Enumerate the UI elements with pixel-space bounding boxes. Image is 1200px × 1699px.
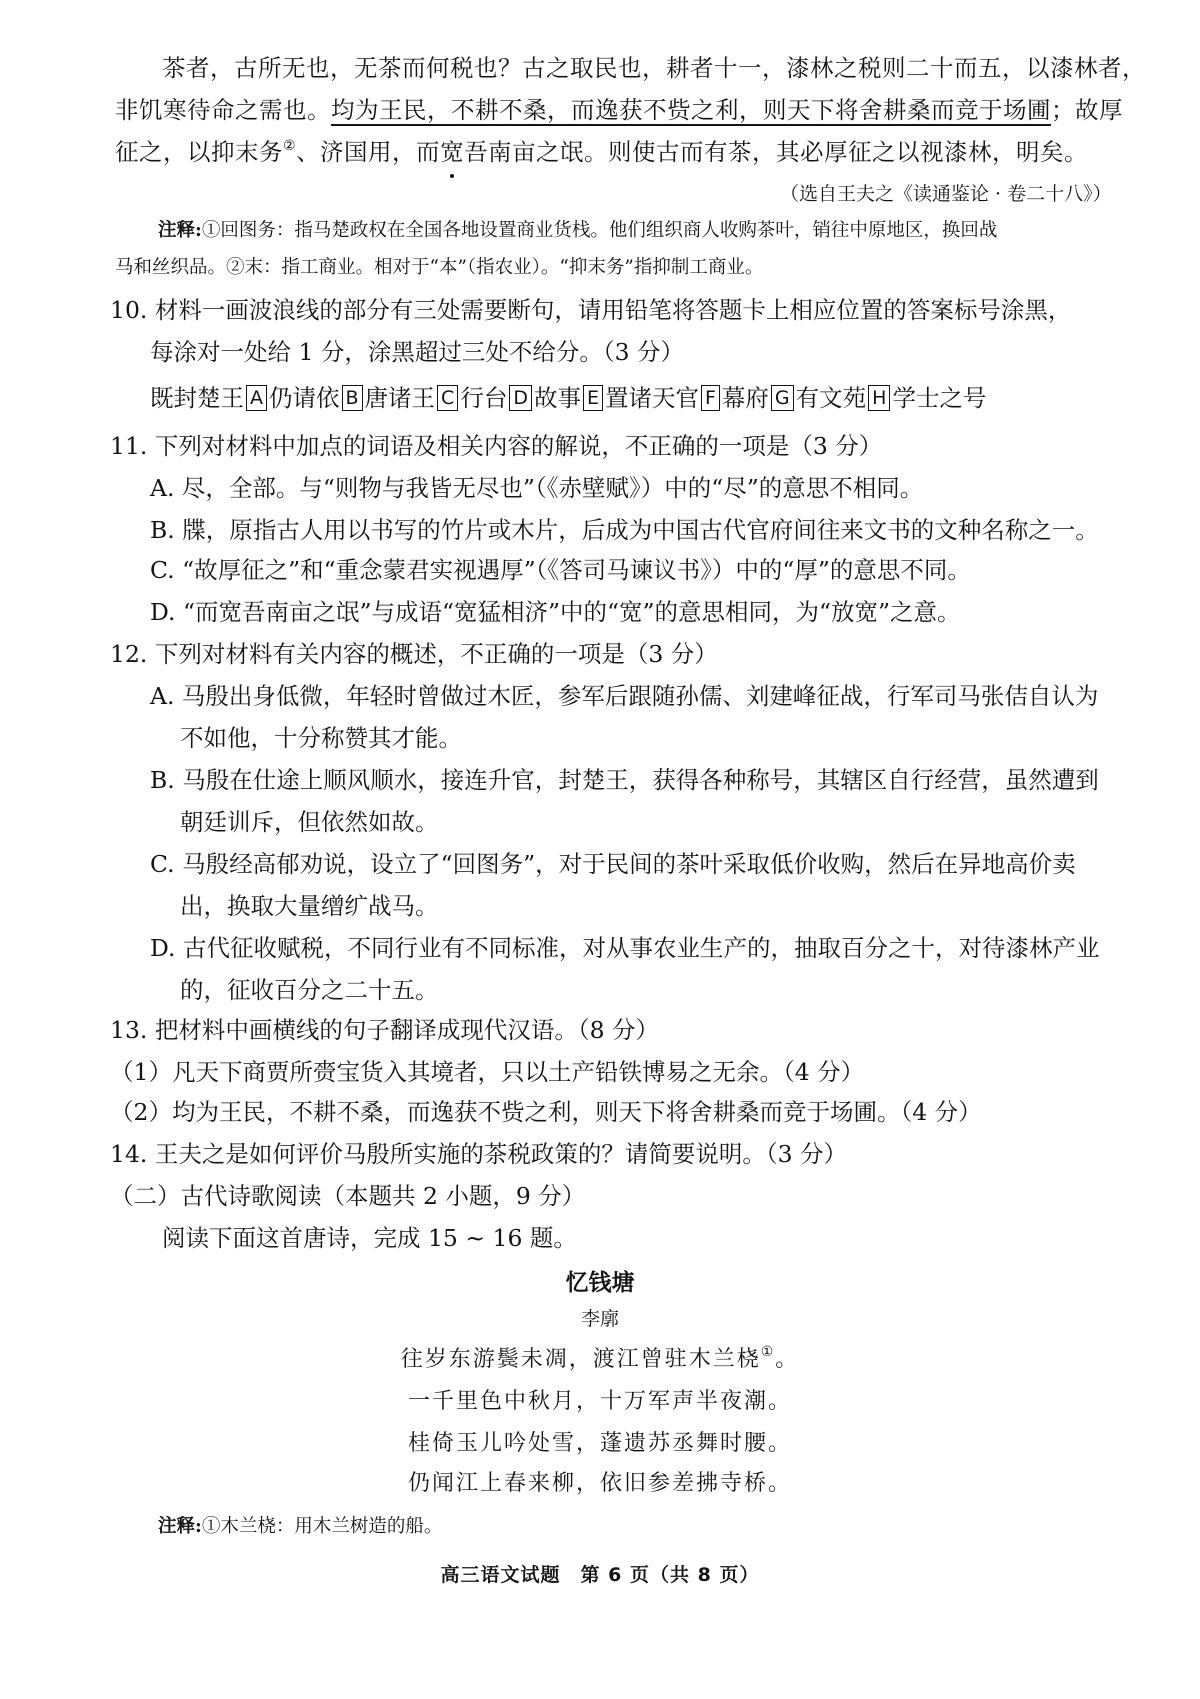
q13-sentence-2 xyxy=(110,1094,982,1130)
notes-text: ①回图务：指马楚政权在全国各地设置商业货栈。他们组织商人收购茶叶，销往中原地区，换回战 xyxy=(201,220,998,241)
answer-box-f: F xyxy=(701,385,720,411)
section-intro: 阅读下面这首唐诗，完成 15 ~ 16 题。 xyxy=(162,1224,577,1252)
notes-1-line-2 xyxy=(115,253,763,283)
notes-label: 注释: xyxy=(158,1516,202,1537)
q10-stem-line-2 xyxy=(150,334,684,370)
q10-segment: 既封楚王 xyxy=(150,384,244,412)
option-text: 出，换取大量缯纩战马。 xyxy=(180,892,439,920)
footer-text: 高三语文试题 第 6 页（共 8 页） xyxy=(440,1564,760,1586)
poem-title-text: 忆钱塘 xyxy=(565,1270,635,1296)
q10-segment: 学士之号 xyxy=(892,384,987,412)
section-2-heading xyxy=(110,1178,585,1214)
q12-option-d-line-2 xyxy=(180,972,439,1008)
translation-sentence: （1）凡天下商贾所赍宝货入其境者，只以土产铅铁博易之无余。（4 分） xyxy=(110,1058,865,1086)
q10-stem: 每涂对一处给 1 分，涂黑超过三处不给分。（3 分） xyxy=(150,338,685,366)
poem-title xyxy=(0,1264,1200,1297)
option-text: B. 牒，原指古人用以书写的竹片或木片，后成为中国古代官府间往来文书的文种名称之一。 xyxy=(150,516,1099,544)
q11-option-d xyxy=(150,594,961,630)
translation-sentence: （2）均为王民，不耕不桑，而逸获不赀之利，则天下将舍耕桑而竞于场圃。（4 分） xyxy=(110,1098,982,1126)
option-text: 的，征收百分之二十五。 xyxy=(180,976,439,1004)
q10-stem-line-1 xyxy=(110,292,1071,328)
passage-source xyxy=(780,176,1112,212)
section-2-intro xyxy=(162,1220,577,1256)
footnote-mark: ② xyxy=(283,138,297,154)
option-text: B. 马殷在仕途上顺风顺水，接连升官，封楚王，获得各种称号，其辖区自行经营，虽然遭到 xyxy=(150,766,1099,794)
q12-option-c-line-2 xyxy=(180,888,439,924)
section-heading: （二）古代诗歌阅读（本题共 2 小题，9 分） xyxy=(110,1182,586,1210)
q12-option-d-line-1 xyxy=(150,930,1099,966)
source-text: （选自王夫之《读通鉴论 · 卷二十八》） xyxy=(780,183,1112,205)
question-stem: 12. 下列对材料有关内容的概述，不正确的一项是（3 分） xyxy=(110,640,718,668)
notes-text: 马和丝织品。②末：指工商业。相对于“本”（指农业）。“抑末务”指抑制工商业。 xyxy=(115,257,764,278)
passage-line-1 xyxy=(162,50,1146,86)
poem-text: 仍闻江上春来柳，依旧参差拂寺桥。 xyxy=(407,1471,792,1496)
notes-2 xyxy=(158,1512,442,1542)
notes-label: 注释: xyxy=(158,220,202,241)
q11-option-c xyxy=(150,552,971,588)
poem-line-3 xyxy=(0,1426,1200,1457)
q14-stem xyxy=(110,1136,847,1172)
answer-box-b: B xyxy=(342,385,363,411)
poem-text: 桂倚玉儿吟处雪，蓬遗苏丞舞时腰。 xyxy=(407,1431,792,1456)
q10-options-line xyxy=(150,380,986,416)
q11-option-b xyxy=(150,512,1099,548)
passage-line-2 xyxy=(115,92,1123,128)
poem-author xyxy=(0,1304,1200,1331)
passage-text: ；故厚 xyxy=(1051,96,1123,124)
q10-segment: 行台 xyxy=(460,384,508,412)
q12-stem xyxy=(110,636,718,672)
q13-stem xyxy=(110,1012,659,1048)
q10-stem: 10. 材料一画波浪线的部分有三处需要断句，请用铅笔将答题卡上相应位置的答案标号涂黑， xyxy=(110,296,1072,324)
q12-option-b-line-2 xyxy=(180,804,439,840)
passage-text: 征之，以抑末务 xyxy=(115,138,283,166)
answer-box-c: C xyxy=(437,385,458,411)
footnote-mark: ① xyxy=(760,1344,776,1360)
question-stem: 13. 把材料中画横线的句子翻译成现代汉语。（8 分） xyxy=(110,1016,660,1044)
question-stem: 11. 下列对材料中加点的词语及相关内容的解说，不正确的一项是（3 分） xyxy=(110,432,883,460)
answer-box-g: G xyxy=(771,385,794,411)
option-text: C. 马殷经高郁劝说，设立了“回图务”，对于民间的茶叶采取低价收购，然后在异地高价卖 xyxy=(150,850,1076,878)
poem-text: 一千里色中秋月，十万军声半夜潮。 xyxy=(407,1389,792,1414)
q10-segment: 仍请依 xyxy=(269,384,340,412)
dotted-word-kuan xyxy=(440,134,464,170)
question-stem: 14. 王夫之是如何评价马殷所实施的茶税政策的？请简要说明。（3 分） xyxy=(110,1140,848,1168)
option-text: C. “故厚征之”和“重念蒙君实视遇厚”（《答司马谏议书》）中的“厚”的意思不同。 xyxy=(150,556,971,584)
q12-option-b-line-1 xyxy=(150,762,1099,798)
passage-text: 吾南亩之氓。则使古而有茶，其必厚征之以视漆林，明矣。 xyxy=(464,138,1089,166)
option-text: A. 马殷出身低微，年轻时曾做过木匠，参军后跟随孙儒、刘建峰征战，行军司马张佶自认为 xyxy=(150,682,1099,710)
q12-option-a-line-2 xyxy=(180,720,462,756)
q10-segment: 幕府 xyxy=(721,384,769,412)
poem-author-text: 李廓 xyxy=(580,1308,619,1330)
page-footer xyxy=(0,1560,1200,1587)
q11-option-a xyxy=(150,470,923,506)
passage-text: 非饥寒待命之需也。 xyxy=(115,96,331,124)
emphasis-dot xyxy=(450,174,454,178)
answer-box-a: A xyxy=(246,385,267,411)
q11-stem xyxy=(110,428,882,464)
q10-segment: 有文苑 xyxy=(795,384,867,412)
q10-segment: 唐诸王 xyxy=(364,384,436,412)
q13-sentence-1 xyxy=(110,1054,864,1090)
dotted-char: 宽 xyxy=(440,138,465,166)
option-text: D. “而宽吾南亩之氓”与成语“宽猛相济”中的“宽”的意思相同，为“放宽”之意。 xyxy=(150,598,961,626)
passage-text: 茶者，古所无也，无茶而何税也？古之取民也，耕者十一，漆林之税则二十而五，以漆林者， xyxy=(162,54,1146,82)
q10-segment: 故事 xyxy=(533,384,581,412)
passage-text: 、济国用，而 xyxy=(296,138,441,166)
notes-text: ①木兰桡：用木兰树造的船。 xyxy=(201,1516,443,1537)
q12-option-c-line-1 xyxy=(150,846,1076,882)
option-text: D. 古代征收赋税，不同行业有不同标准，对从事农业生产的，抽取百分之十，对待漆林产业 xyxy=(150,934,1100,962)
answer-box-e: E xyxy=(583,385,603,411)
passage-line-3 xyxy=(115,134,1088,170)
poem-text: 往岁东游鬓未凋，渡江曾驻木兰桡 xyxy=(400,1347,761,1372)
notes-1-line-1 xyxy=(158,216,997,246)
q12-option-a-line-1 xyxy=(150,678,1098,714)
underlined-sentence: 均为王民，不耕不桑，而逸获不赀之利，则天下将舍耕桑而竞于场圃 xyxy=(331,96,1051,124)
option-text: 朝廷训斥，但依然如故。 xyxy=(180,808,439,836)
poem-text: 。 xyxy=(775,1347,800,1372)
answer-box-h: H xyxy=(868,385,890,411)
option-text: 不如他，十分称赞其才能。 xyxy=(180,724,462,752)
poem-line-4 xyxy=(0,1466,1200,1497)
answer-box-d: D xyxy=(509,385,532,411)
poem-line-2 xyxy=(0,1384,1200,1415)
q10-segment: 置诸天官 xyxy=(604,384,699,412)
poem-line-1 xyxy=(0,1342,1200,1373)
option-text: A. 尽，全部。与“则物与我皆无尽也”（《赤壁赋》）中的“尽”的意思不相同。 xyxy=(150,474,924,502)
